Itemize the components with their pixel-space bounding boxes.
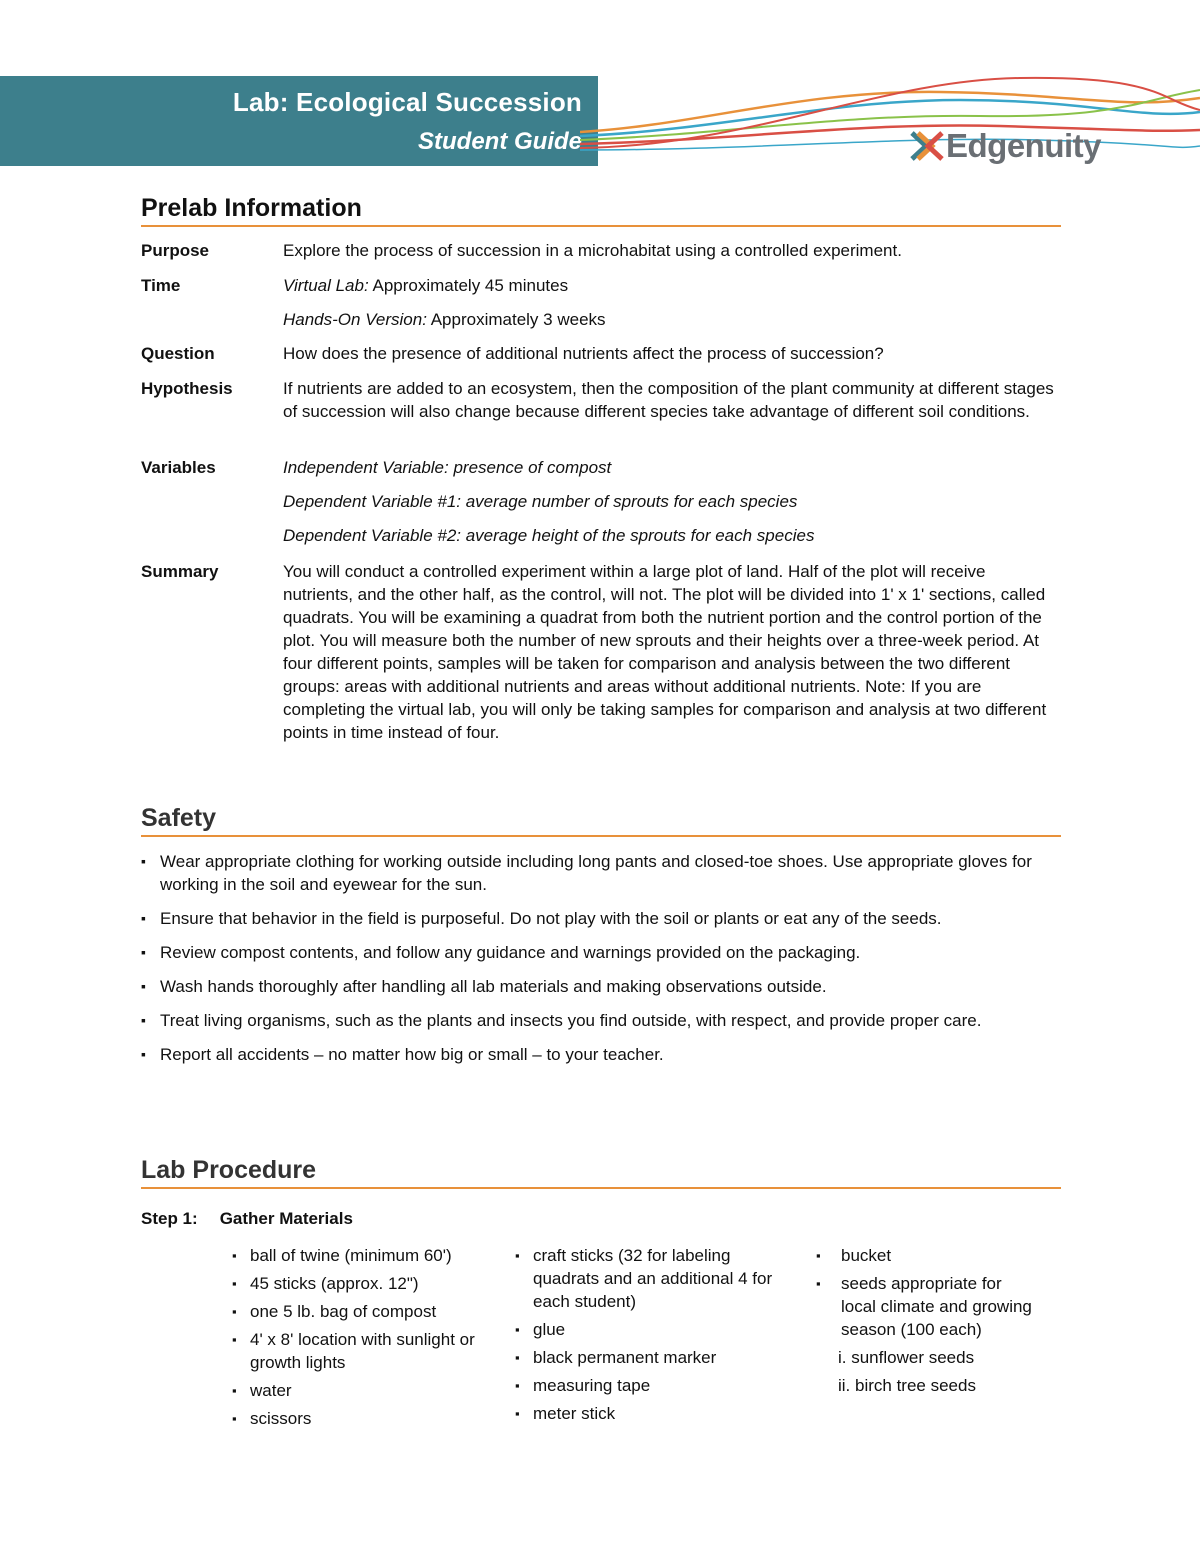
list-item: ▪ bucket — [816, 1246, 892, 1265]
list-item: ▪ ball of twine (minimum 60') — [232, 1246, 452, 1265]
time-virtual-text: Approximately 45 minutes — [368, 276, 569, 295]
bullet-icon: ▪ — [515, 1322, 520, 1337]
list-item: ▪ Report all accidents – no matter how big or small – to your teacher. — [141, 1045, 664, 1064]
safety-heading: Safety — [141, 804, 1061, 837]
list-item: ▪ 45 sticks (approx. 12") — [232, 1274, 419, 1293]
list-item: ▪ 4' x 8' location with sunlight or growth lights — [232, 1330, 475, 1372]
header-band — [0, 76, 598, 166]
list-item: ▪ Wash hands thoroughly after handling all lab materials and making observations outside. — [141, 977, 827, 996]
list-item: ▪ scissors — [232, 1409, 312, 1428]
step-label: Step 1: — [141, 1209, 198, 1228]
sub-list-item: i. sunflower seeds — [838, 1348, 975, 1367]
list-item: ▪ black permanent marker — [515, 1348, 717, 1367]
bullet-icon: ▪ — [515, 1350, 520, 1365]
bullet-icon: ▪ — [232, 1332, 237, 1347]
list-item: ▪ craft sticks (32 for labeling quadrats and an additional 4 for each student) — [515, 1246, 773, 1311]
dependent-variable-1: Dependent Variable #1: average number of sprouts for each species — [283, 492, 798, 511]
hypothesis-text: If nutrients are added to an ecosystem, then the composition of the plant community at different stages of succession will also change because different species take advantage of different soil conditions. — [283, 379, 1054, 421]
list-item: ▪ Review compost contents, and follow any guidance and warnings provided on the packaging. — [141, 943, 861, 962]
question-label: Question — [141, 344, 215, 363]
list-item: ▪ seeds appropriate for local climate and growing season (100 each) — [816, 1274, 1032, 1339]
bullet-icon: ▪ — [515, 1248, 520, 1263]
hypothesis-label: Hypothesis — [141, 379, 233, 398]
bullet-icon: ▪ — [232, 1304, 237, 1319]
bullet-icon: ▪ — [515, 1378, 520, 1393]
summary-text: You will conduct a controlled experiment within a large plot of land. Half of the plot will receive nutrients, and the other half, as the control, will not. The plot will be divided into 1' x 1' sections, called quadrats. You will be examining a quadrat from both the nutrient portion and the control portion of the plot. You will measure both the number of new sprouts and their heights over a three-week period. At four different points, samples will be taken for comparison and analysis between the two different groups: areas with additional nutrients and areas without additional nutrients. Note: If you are completing the virtual lab, you will only be taking samples for comparison and analysis at two different points in time instead of four. — [283, 562, 1047, 742]
list-item: ▪ Ensure that behavior in the field is purposeful. Do not play with the soil or plants or eat any of the seeds. — [141, 909, 942, 928]
bullet-icon: ▪ — [141, 978, 146, 994]
document-title: Lab: Ecological Succession — [232, 87, 582, 117]
list-item: ▪ measuring tape — [515, 1376, 651, 1395]
logo-text: Edgenuity — [946, 127, 1102, 164]
time-hands-prefix: Hands-On Version: — [283, 310, 427, 329]
materials-column-3 — [816, 1244, 1036, 1402]
step-1-heading — [141, 1209, 375, 1229]
time-label: Time — [141, 276, 181, 295]
list-item: ▪ water — [232, 1381, 292, 1400]
edgenuity-logo — [910, 126, 1101, 166]
procedure-heading: Lab Procedure — [141, 1156, 1061, 1189]
bullet-icon: ▪ — [141, 853, 146, 869]
bullet-icon: ▪ — [232, 1276, 237, 1291]
bullet-icon: ▪ — [141, 944, 146, 960]
question-text: How does the presence of additional nutrients affect the process of succession? — [283, 344, 884, 363]
bullet-icon: ▪ — [816, 1248, 821, 1263]
bullet-icon: ▪ — [232, 1411, 237, 1426]
materials-column-2 — [515, 1244, 785, 1430]
list-item: ▪ Wear appropriate clothing for working outside including long pants and closed-toe shoes. Use appropriate gloves for working in the soil and eyewear for the sun. — [141, 852, 1032, 894]
prelab-heading: Prelab Information — [141, 194, 1061, 227]
edgenuity-x-icon — [910, 131, 944, 161]
safety-list — [141, 850, 1061, 1077]
bullet-icon: ▪ — [515, 1406, 520, 1421]
variables-label: Variables — [141, 458, 216, 477]
list-item: ▪ Treat living organisms, such as the plants and insects you find outside, with respect, and provide proper care. — [141, 1011, 982, 1030]
dependent-variable-2: Dependent Variable #2: average height of the sprouts for each species — [283, 526, 815, 545]
bullet-icon: ▪ — [141, 910, 146, 926]
independent-variable: Independent Variable: presence of compost — [283, 458, 612, 477]
materials-column-1 — [232, 1244, 502, 1435]
list-item: ▪ meter stick — [515, 1404, 616, 1423]
time-virtual — [283, 274, 1059, 297]
bullet-icon: ▪ — [232, 1248, 237, 1263]
decorative-waves — [580, 70, 1200, 160]
list-item: ▪ one 5 lb. bag of compost — [232, 1302, 437, 1321]
list-item: ▪ glue — [515, 1320, 566, 1339]
summary-label: Summary — [141, 562, 219, 581]
bullet-icon: ▪ — [232, 1383, 237, 1398]
bullet-icon: ▪ — [141, 1046, 146, 1062]
bullet-icon: ▪ — [816, 1276, 821, 1291]
step-title: Gather Materials — [219, 1209, 353, 1228]
time-hands-on — [283, 308, 1059, 331]
bullet-icon: ▪ — [141, 1012, 146, 1028]
purpose-text: Explore the process of succession in a microhabitat using a controlled experiment. — [283, 241, 902, 260]
time-hands-text: Approximately 3 weeks — [426, 310, 606, 329]
time-virtual-prefix: Virtual Lab: — [283, 276, 369, 295]
purpose-label: Purpose — [141, 241, 210, 260]
document-subtitle: Student Guide — [418, 128, 582, 155]
sub-list-item: ii. birch tree seeds — [838, 1376, 976, 1395]
